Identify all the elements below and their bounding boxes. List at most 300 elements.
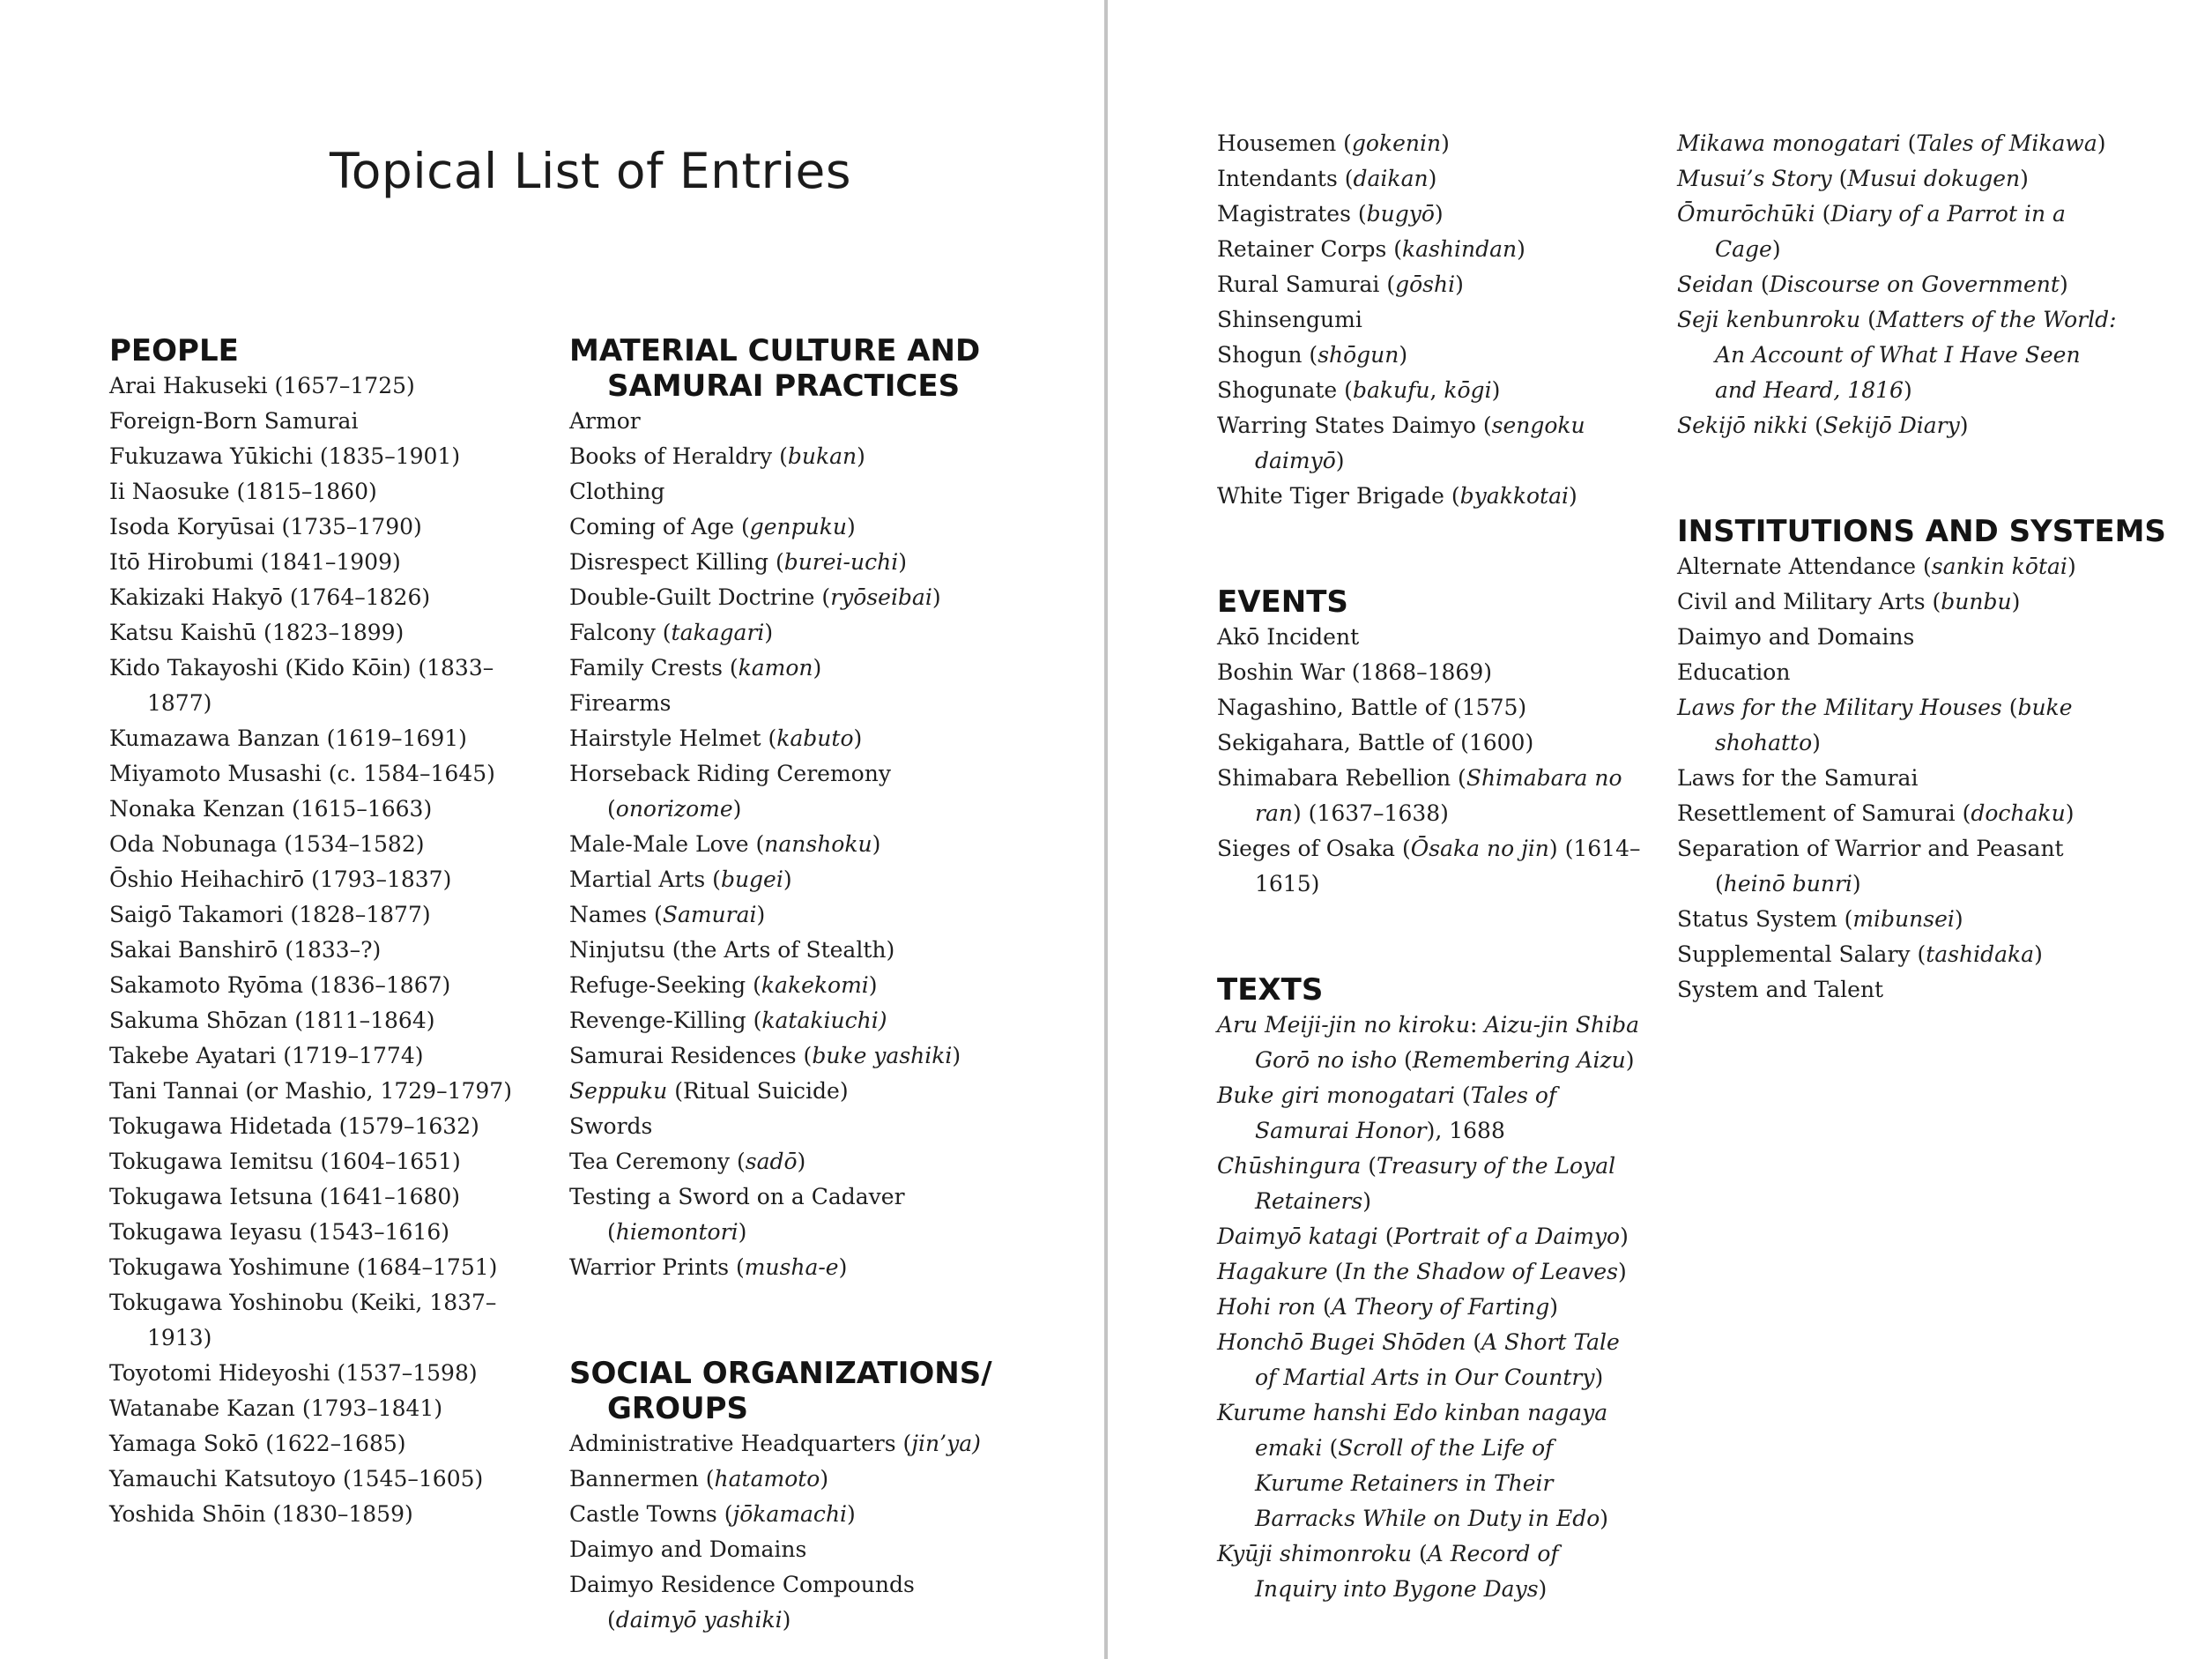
- entry-text: (: [1397, 1047, 1413, 1073]
- entry-item: [1677, 831, 2118, 902]
- entry-text: Kumazawa Banzan (1619–1691): [109, 725, 467, 751]
- section-social-organizations: [569, 1356, 1010, 1638]
- entry-text-italic: katakiuchi): [761, 1008, 887, 1033]
- entry-text: Sekigahara, Battle of (1600): [1217, 730, 1534, 755]
- entry-list: [109, 368, 541, 1532]
- entry-text: White Tiger Brigade (: [1217, 483, 1460, 509]
- entry-text-italic: kakekomi: [761, 972, 869, 998]
- entry-text: Falcony (: [569, 620, 672, 645]
- entry-text-italic: Tales of Mikawa: [1916, 130, 2097, 156]
- entry-text-italic: Treasury of the Loyal Retainers: [1255, 1153, 1616, 1214]
- entry-item: [109, 1179, 541, 1215]
- column-material-social: [569, 333, 1010, 1638]
- column-texts-institutions: [1677, 126, 2166, 1008]
- entry-item: [1677, 972, 2118, 1008]
- entry-text: ): [1625, 1047, 1635, 1073]
- entry-text-italic: A Theory of Farting: [1331, 1294, 1550, 1320]
- entry-text: Testing a Sword on a Cadaver (: [569, 1184, 905, 1245]
- entry-text: Retainer Corps (: [1217, 236, 1403, 262]
- entry-item: [1217, 620, 1645, 655]
- entry-text: (: [1322, 1435, 1339, 1461]
- entry-text-italic: dochaku: [1971, 800, 2066, 826]
- entry-item: [1217, 126, 1645, 161]
- entry-text-italic: Discourse on Government: [1769, 272, 2060, 297]
- entry-item: [1217, 655, 1645, 690]
- entry-text: System and Talent: [1677, 977, 1884, 1002]
- entry-text: ): [1959, 413, 1969, 438]
- entry-text-italic: Shimabara no ran: [1255, 765, 1622, 826]
- entry-item: [569, 1003, 1010, 1038]
- entry-item: [1217, 232, 1645, 267]
- entry-text-italic: Musui dokugen: [1847, 166, 2021, 191]
- entry-text: Tokugawa Yoshimune (1684–1751): [109, 1254, 498, 1280]
- entry-text: Toyotomi Hideyoshi (1537–1598): [109, 1360, 478, 1386]
- entry-item: [1217, 338, 1645, 373]
- entry-text: ): [1617, 1259, 1627, 1284]
- section-heading: [1217, 972, 1645, 1008]
- entry-text-italic: Scroll of the Life of Kurume Retainers in Their Barracks While on Duty in Edo: [1255, 1435, 1600, 1531]
- book-spine: [1104, 0, 1108, 1659]
- entry-text-italic: jōkamachi: [732, 1501, 848, 1527]
- entry-item: [109, 615, 541, 651]
- entry-text-italic: daimyō yashiki: [615, 1607, 783, 1633]
- section-material-culture: [569, 333, 1010, 1285]
- entry-text-italic: tashidaka: [1926, 941, 2035, 967]
- entry-item: [1677, 796, 2118, 831]
- entry-text-italic: In the Shadow of Leaves: [1343, 1259, 1618, 1284]
- entry-text: Foreign-Born Samurai: [109, 408, 359, 434]
- entry-text: Tokugawa Ieyasu (1543–1616): [109, 1219, 450, 1245]
- entry-text-italic: Seji kenbunroku: [1677, 307, 1861, 332]
- entry-item: [569, 686, 1010, 721]
- entry-text: ): [756, 902, 766, 927]
- entry-text-italic: Matters of the World: An Account of What I Have Seen and Heard, 1816: [1715, 307, 2117, 403]
- section-institutions: [1677, 514, 2166, 1008]
- entry-text-italic: Remembering Aizu: [1412, 1047, 1626, 1073]
- entry-item: [569, 439, 1010, 474]
- entry-text: Castle Towns (: [569, 1501, 733, 1527]
- entry-text: Administrative Headquarters (: [569, 1431, 912, 1456]
- entry-item: [109, 756, 541, 792]
- entry-text: Yoshida Shōin (1830–1859): [109, 1501, 413, 1527]
- entry-text: ): [2020, 166, 2029, 191]
- entry-text-italic: hatamoto: [714, 1466, 820, 1492]
- entry-text: Itō Hirobumi (1841–1909): [109, 549, 401, 575]
- entry-text: Takebe Ayatari (1719–1774): [109, 1043, 424, 1068]
- entry-text: ): [782, 1607, 791, 1633]
- entry-item: [1217, 373, 1645, 408]
- entry-text: Double-Guilt Doctrine (: [569, 584, 831, 610]
- entry-text-italic: Hohi ron: [1217, 1294, 1316, 1320]
- entry-text-italic: kamon: [738, 655, 813, 681]
- entry-item: [569, 1497, 1010, 1532]
- entry-item: [569, 1250, 1010, 1285]
- entry-text: Martial Arts (: [569, 867, 721, 892]
- entry-item: [109, 651, 541, 721]
- entry-text: ): [813, 655, 822, 681]
- entry-text: Tani Tannai (or Mashio, 1729–1797): [109, 1078, 512, 1104]
- entry-text: Separation of Warrior and Peasant (: [1677, 836, 2064, 896]
- entry-text-italic: gōshi: [1395, 272, 1456, 297]
- entry-text: Ii Naosuke (1815–1860): [109, 479, 377, 504]
- section-heading: [569, 333, 1010, 404]
- entry-item: [109, 1144, 541, 1179]
- entry-text: Refuge-Seeking (: [569, 972, 761, 998]
- entry-text: Shogunate (: [1217, 377, 1353, 403]
- entry-item: [109, 474, 541, 510]
- entry-item: [109, 1462, 541, 1497]
- entry-text: (: [1361, 1153, 1377, 1179]
- entry-item: [569, 827, 1010, 862]
- entry-text-italic: bunbu: [1941, 589, 2012, 614]
- entry-text-italic: takagari: [671, 620, 765, 645]
- section-social-organizations-continued: [1217, 126, 1645, 514]
- entry-item: [109, 580, 541, 615]
- entry-text: Warrior Prints (: [569, 1254, 745, 1280]
- entry-item: [569, 615, 1010, 651]
- entry-text-italic: buke shohatto: [1715, 695, 2073, 755]
- section-heading: [1217, 584, 1645, 620]
- entry-list: [569, 404, 1010, 1285]
- page-title: Topical List of Entries: [330, 143, 851, 199]
- entry-text: Sieges of Osaka (: [1217, 836, 1411, 861]
- entry-text: ): [872, 831, 881, 857]
- entry-item: [109, 862, 541, 897]
- entry-text: (: [1466, 1329, 1482, 1355]
- entry-item: [109, 827, 541, 862]
- entry-text-italic: Ōsaka no jin: [1410, 836, 1549, 861]
- entry-text-italic: Buke giri monogatari: [1217, 1082, 1455, 1108]
- entry-item: [109, 1497, 541, 1532]
- entry-text: ): [1771, 236, 1781, 262]
- entry-text-italic: daikan: [1353, 166, 1429, 191]
- entry-item: [569, 1074, 1010, 1109]
- entry-text: Male-Male Love (: [569, 831, 765, 857]
- section-heading-line: PEOPLE: [109, 333, 239, 368]
- entry-text-italic: byakkotai: [1459, 483, 1569, 509]
- entry-text: Housemen (: [1217, 130, 1352, 156]
- entry-item: [1217, 831, 1645, 902]
- entry-text: ): [732, 796, 742, 822]
- entry-item: [1217, 267, 1645, 302]
- section-texts: [1217, 972, 1645, 1607]
- entry-text: ): [820, 1466, 829, 1492]
- entry-item: [569, 756, 1010, 827]
- entry-text: Family Crests (: [569, 655, 739, 681]
- entry-item: [1677, 161, 2118, 197]
- entry-text: ) (1614–1615): [1255, 836, 1641, 896]
- entry-item: [109, 1391, 541, 1426]
- entry-item: [569, 1038, 1010, 1074]
- entry-item: [569, 474, 1010, 510]
- section-heading: [569, 1356, 1010, 1426]
- entry-text: ): [1491, 377, 1501, 403]
- entry-item: [109, 1003, 541, 1038]
- entry-text: Tokugawa Iemitsu (1604–1651): [109, 1149, 461, 1174]
- entry-text: Tokugawa Hidetada (1579–1632): [109, 1113, 479, 1139]
- entry-item: [1217, 1219, 1645, 1254]
- entry-text-italic: shōgun: [1318, 342, 1399, 368]
- entry-text: ): [1399, 342, 1408, 368]
- entry-item: [109, 933, 541, 968]
- entry-item: [1217, 479, 1645, 514]
- entry-text: Yamaga Sokō (1622–1685): [109, 1431, 406, 1456]
- entry-text: ): [2097, 130, 2106, 156]
- entry-item: [1677, 584, 2118, 620]
- section-heading-line: EVENTS: [1217, 584, 1348, 620]
- entry-text-italic: sankin kōtai: [1931, 554, 2067, 579]
- entry-text: ): [1362, 1188, 1372, 1214]
- section-heading-line: TEXTS: [1217, 972, 1324, 1008]
- entry-text: ): [1954, 906, 1963, 932]
- entry-item: [569, 1532, 1010, 1567]
- entry-item: [109, 721, 541, 756]
- entry-list: [569, 1426, 1010, 1638]
- entry-text: (: [1377, 1224, 1394, 1249]
- section-heading-line: GROUPS: [607, 1391, 749, 1426]
- entry-item: [1677, 690, 2118, 761]
- entry-item: [569, 1144, 1010, 1179]
- entry-text-italic: mibunsei: [1852, 906, 1955, 932]
- entry-text-italic: heinō bunri: [1723, 871, 1852, 896]
- entry-list: [1677, 126, 2118, 443]
- entry-text-italic: hiemontori: [615, 1219, 739, 1245]
- entry-text-italic: Kurume hanshi Edo kinban nagaya emaki: [1217, 1400, 1608, 1461]
- entry-text: Laws for the Samurai: [1677, 765, 1919, 791]
- entry-text-italic: A Record of Inquiry into Bygone Days: [1255, 1541, 1559, 1602]
- entry-text: ): [797, 1149, 806, 1174]
- entry-text: Horseback Riding Ceremony (: [569, 761, 891, 822]
- entry-text-italic: Mikawa monogatari: [1677, 130, 1901, 156]
- entry-text-italic: Seppuku: [569, 1078, 668, 1104]
- entry-text: Tokugawa Ietsuna (1641–1680): [109, 1184, 461, 1209]
- entry-text: ): [1594, 1365, 1604, 1390]
- entry-item: [569, 404, 1010, 439]
- entry-text-italic: nanshoku: [764, 831, 872, 857]
- entry-text: Ōshio Heihachirō (1793–1837): [109, 867, 452, 892]
- entry-item: [1217, 408, 1645, 479]
- column-social-events-texts: [1217, 126, 1645, 1607]
- entry-text: Sakuma Shōzan (1811–1864): [109, 1008, 435, 1033]
- entry-text: ): [1852, 871, 1861, 896]
- entry-item: [109, 1285, 541, 1356]
- section-people: [109, 333, 541, 1532]
- entry-text: (: [1860, 307, 1876, 332]
- entry-text: ): [1428, 166, 1437, 191]
- entry-text-italic: kabuto: [776, 725, 854, 751]
- entry-text: Samurai Residences (: [569, 1043, 813, 1068]
- entry-text: Sakamoto Ryōma (1836–1867): [109, 972, 451, 998]
- entry-text-italic: Sekijō Diary: [1822, 413, 1960, 438]
- entry-text: Sakai Banshirō (1833–?): [109, 937, 382, 963]
- entry-text: Shogun (: [1217, 342, 1318, 368]
- entry-item: [1677, 126, 2118, 161]
- entry-item: [569, 1109, 1010, 1144]
- entry-item: [569, 545, 1010, 580]
- entry-text-italic: bugyō: [1366, 201, 1435, 227]
- entry-text: Hairstyle Helmet (: [569, 725, 777, 751]
- entry-item: [569, 862, 1010, 897]
- entry-text: Revenge-Killing (: [569, 1008, 762, 1033]
- entry-text: ): [1569, 483, 1577, 509]
- entry-item: [109, 1426, 541, 1462]
- entry-text-italic: Sekijō nikki: [1677, 413, 1808, 438]
- entry-item: [569, 580, 1010, 615]
- entry-text: Fukuzawa Yūkichi (1835–1901): [109, 443, 461, 469]
- entry-item: [1677, 197, 2118, 267]
- entry-text: ): [2034, 941, 2043, 967]
- entry-text: ): [853, 725, 863, 751]
- entry-text-italic: Samurai: [662, 902, 757, 927]
- entry-text: ): [868, 972, 878, 998]
- section-events: [1217, 584, 1645, 902]
- entry-item: [1677, 302, 2118, 408]
- entry-text: (: [1815, 201, 1831, 227]
- entry-text: ): [847, 514, 856, 539]
- entry-text: ): [2067, 554, 2076, 579]
- entry-item: [109, 792, 541, 827]
- entry-text: Warring States Daimyo (: [1217, 413, 1492, 438]
- entry-text: Boshin War (1868–1869): [1217, 659, 1492, 685]
- entry-text: ) (1637–1638): [1292, 800, 1449, 826]
- entry-item: [109, 1250, 541, 1285]
- entry-item: [1217, 1078, 1645, 1149]
- entry-text: Bannermen (: [569, 1466, 715, 1492]
- entry-text: Daimyo and Domains: [569, 1536, 807, 1562]
- entry-text-italic: Aru Meiji-jin no kiroku: [1217, 1012, 1470, 1038]
- entry-text-italic: jin’ya): [911, 1431, 981, 1456]
- entry-text: Arai Hakuseki (1657–1725): [109, 373, 415, 398]
- entry-text-italic: Diary of a Parrot in a Cage: [1715, 201, 2066, 262]
- entry-text: Civil and Military Arts (: [1677, 589, 1941, 614]
- entry-item: [1677, 549, 2118, 584]
- section-heading-line: MATERIAL CULTURE AND: [569, 333, 981, 368]
- entry-text: Daimyo and Domains: [1677, 624, 1915, 650]
- entry-text: :: [1469, 1012, 1485, 1038]
- entry-list: [1217, 126, 1645, 514]
- entry-text: Resettlement of Samurai (: [1677, 800, 1971, 826]
- section-heading-line: SAMURAI PRACTICES: [607, 368, 961, 404]
- entry-text: Tokugawa Yoshinobu (Keiki, 1837–1913): [109, 1290, 497, 1350]
- entry-text: Yamauchi Katsutoyo (1545–1605): [109, 1466, 484, 1492]
- entry-text-italic: Portrait of a Daimyo: [1393, 1224, 1621, 1249]
- entry-item: [1217, 1149, 1645, 1219]
- entry-text-italic: Hagakure: [1217, 1259, 1328, 1284]
- entry-text: ): [932, 584, 941, 610]
- entry-item: [109, 968, 541, 1003]
- section-heading-line: INSTITUTIONS AND SYSTEMS: [1677, 514, 2166, 549]
- entry-text: Saigō Takamori (1828–1877): [109, 902, 431, 927]
- entry-item: [109, 439, 541, 474]
- entry-text: Supplemental Salary (: [1677, 941, 1926, 967]
- entry-item: [569, 968, 1010, 1003]
- entry-text: Ninjutsu (the Arts of Stealth): [569, 937, 895, 963]
- entry-item: [109, 368, 541, 404]
- entry-item: [569, 1179, 1010, 1250]
- entry-list: [1217, 620, 1645, 902]
- entry-text-italic: onorizome: [615, 796, 733, 822]
- entry-list: [1677, 549, 2118, 1008]
- entry-text-italic: Chūshingura: [1217, 1153, 1362, 1179]
- entry-item: [1677, 937, 2118, 972]
- section-heading-line: SOCIAL ORGANIZATIONS/: [569, 1356, 992, 1391]
- entry-item: [569, 933, 1010, 968]
- entry-text-italic: Honchō Bugei Shōden: [1217, 1329, 1466, 1355]
- entry-item: [1217, 1290, 1645, 1325]
- entry-text: ): [952, 1043, 961, 1068]
- entry-text: ): [1549, 1294, 1559, 1320]
- entry-text: ): [783, 867, 792, 892]
- entry-text-italic: Daimyō katagi: [1217, 1224, 1378, 1249]
- entry-text: (: [1807, 413, 1823, 438]
- entry-item: [1677, 902, 2118, 937]
- entry-item: [1217, 1008, 1645, 1078]
- entry-text: (: [1454, 1082, 1471, 1108]
- entry-text-italic: Musui’s Story: [1677, 166, 1832, 191]
- entry-text: (: [2001, 695, 2018, 720]
- entry-text: (: [1412, 1541, 1428, 1566]
- section-texts-continued: [1677, 126, 2118, 443]
- entry-text: Names (: [569, 902, 663, 927]
- column-people: [109, 333, 541, 1532]
- entry-text: Miyamoto Musashi (c. 1584–1645): [109, 761, 495, 786]
- entry-item: [569, 1426, 1010, 1462]
- entry-text: ): [1455, 272, 1464, 297]
- entry-text: ): [857, 443, 865, 469]
- entry-text: ): [1600, 1506, 1609, 1531]
- entry-list: [1217, 1008, 1645, 1607]
- entry-item: [109, 1038, 541, 1074]
- entry-text: ): [1812, 730, 1821, 755]
- entry-text-italic: A Short Tale of Martial Arts in Our Country: [1255, 1329, 1620, 1390]
- entry-text-italic: Tales of Samurai Honor: [1255, 1082, 1557, 1143]
- entry-text: Firearms: [569, 690, 672, 716]
- entry-text: ): [1517, 236, 1525, 262]
- entry-item: [1217, 197, 1645, 232]
- entry-text: (: [1327, 1259, 1344, 1284]
- entry-item: [569, 1567, 1010, 1638]
- entry-item: [569, 1462, 1010, 1497]
- entry-text: ): [1538, 1576, 1548, 1602]
- entry-text-italic: bukan: [787, 443, 857, 469]
- entry-text: Kakizaki Hakyō (1764–1826): [109, 584, 431, 610]
- entry-text: Akō Incident: [1217, 624, 1360, 650]
- entry-text: ), 1688: [1426, 1118, 1505, 1143]
- entry-text-italic: kashindan: [1402, 236, 1518, 262]
- entry-item: [109, 1074, 541, 1109]
- entry-text-italic: Laws for the Military Houses: [1677, 695, 2002, 720]
- entry-text: (: [1900, 130, 1917, 156]
- entry-text: ): [898, 549, 907, 575]
- entry-text-italic: Aizu-jin Shiba Gorō no isho: [1255, 1012, 1640, 1073]
- entry-item: [1217, 161, 1645, 197]
- entry-text-italic: musha-e: [744, 1254, 839, 1280]
- entry-text: (: [1831, 166, 1848, 191]
- entry-text-italic: sengoku daimyō: [1255, 413, 1585, 473]
- entry-item: [109, 545, 541, 580]
- entry-text: Tea Ceremony (: [569, 1149, 746, 1174]
- entry-item: [1217, 302, 1645, 338]
- entry-text: Disrespect Killing (: [569, 549, 784, 575]
- entry-text: Swords: [569, 1113, 653, 1139]
- entry-item: [1677, 655, 2118, 690]
- entry-item: [569, 721, 1010, 756]
- entry-text: ): [1441, 130, 1450, 156]
- entry-text: Coming of Age (: [569, 514, 750, 539]
- entry-text: ): [1903, 377, 1912, 403]
- entry-text: Shimabara Rebellion (: [1217, 765, 1466, 791]
- entry-text: Watanabe Kazan (1793–1841): [109, 1395, 443, 1421]
